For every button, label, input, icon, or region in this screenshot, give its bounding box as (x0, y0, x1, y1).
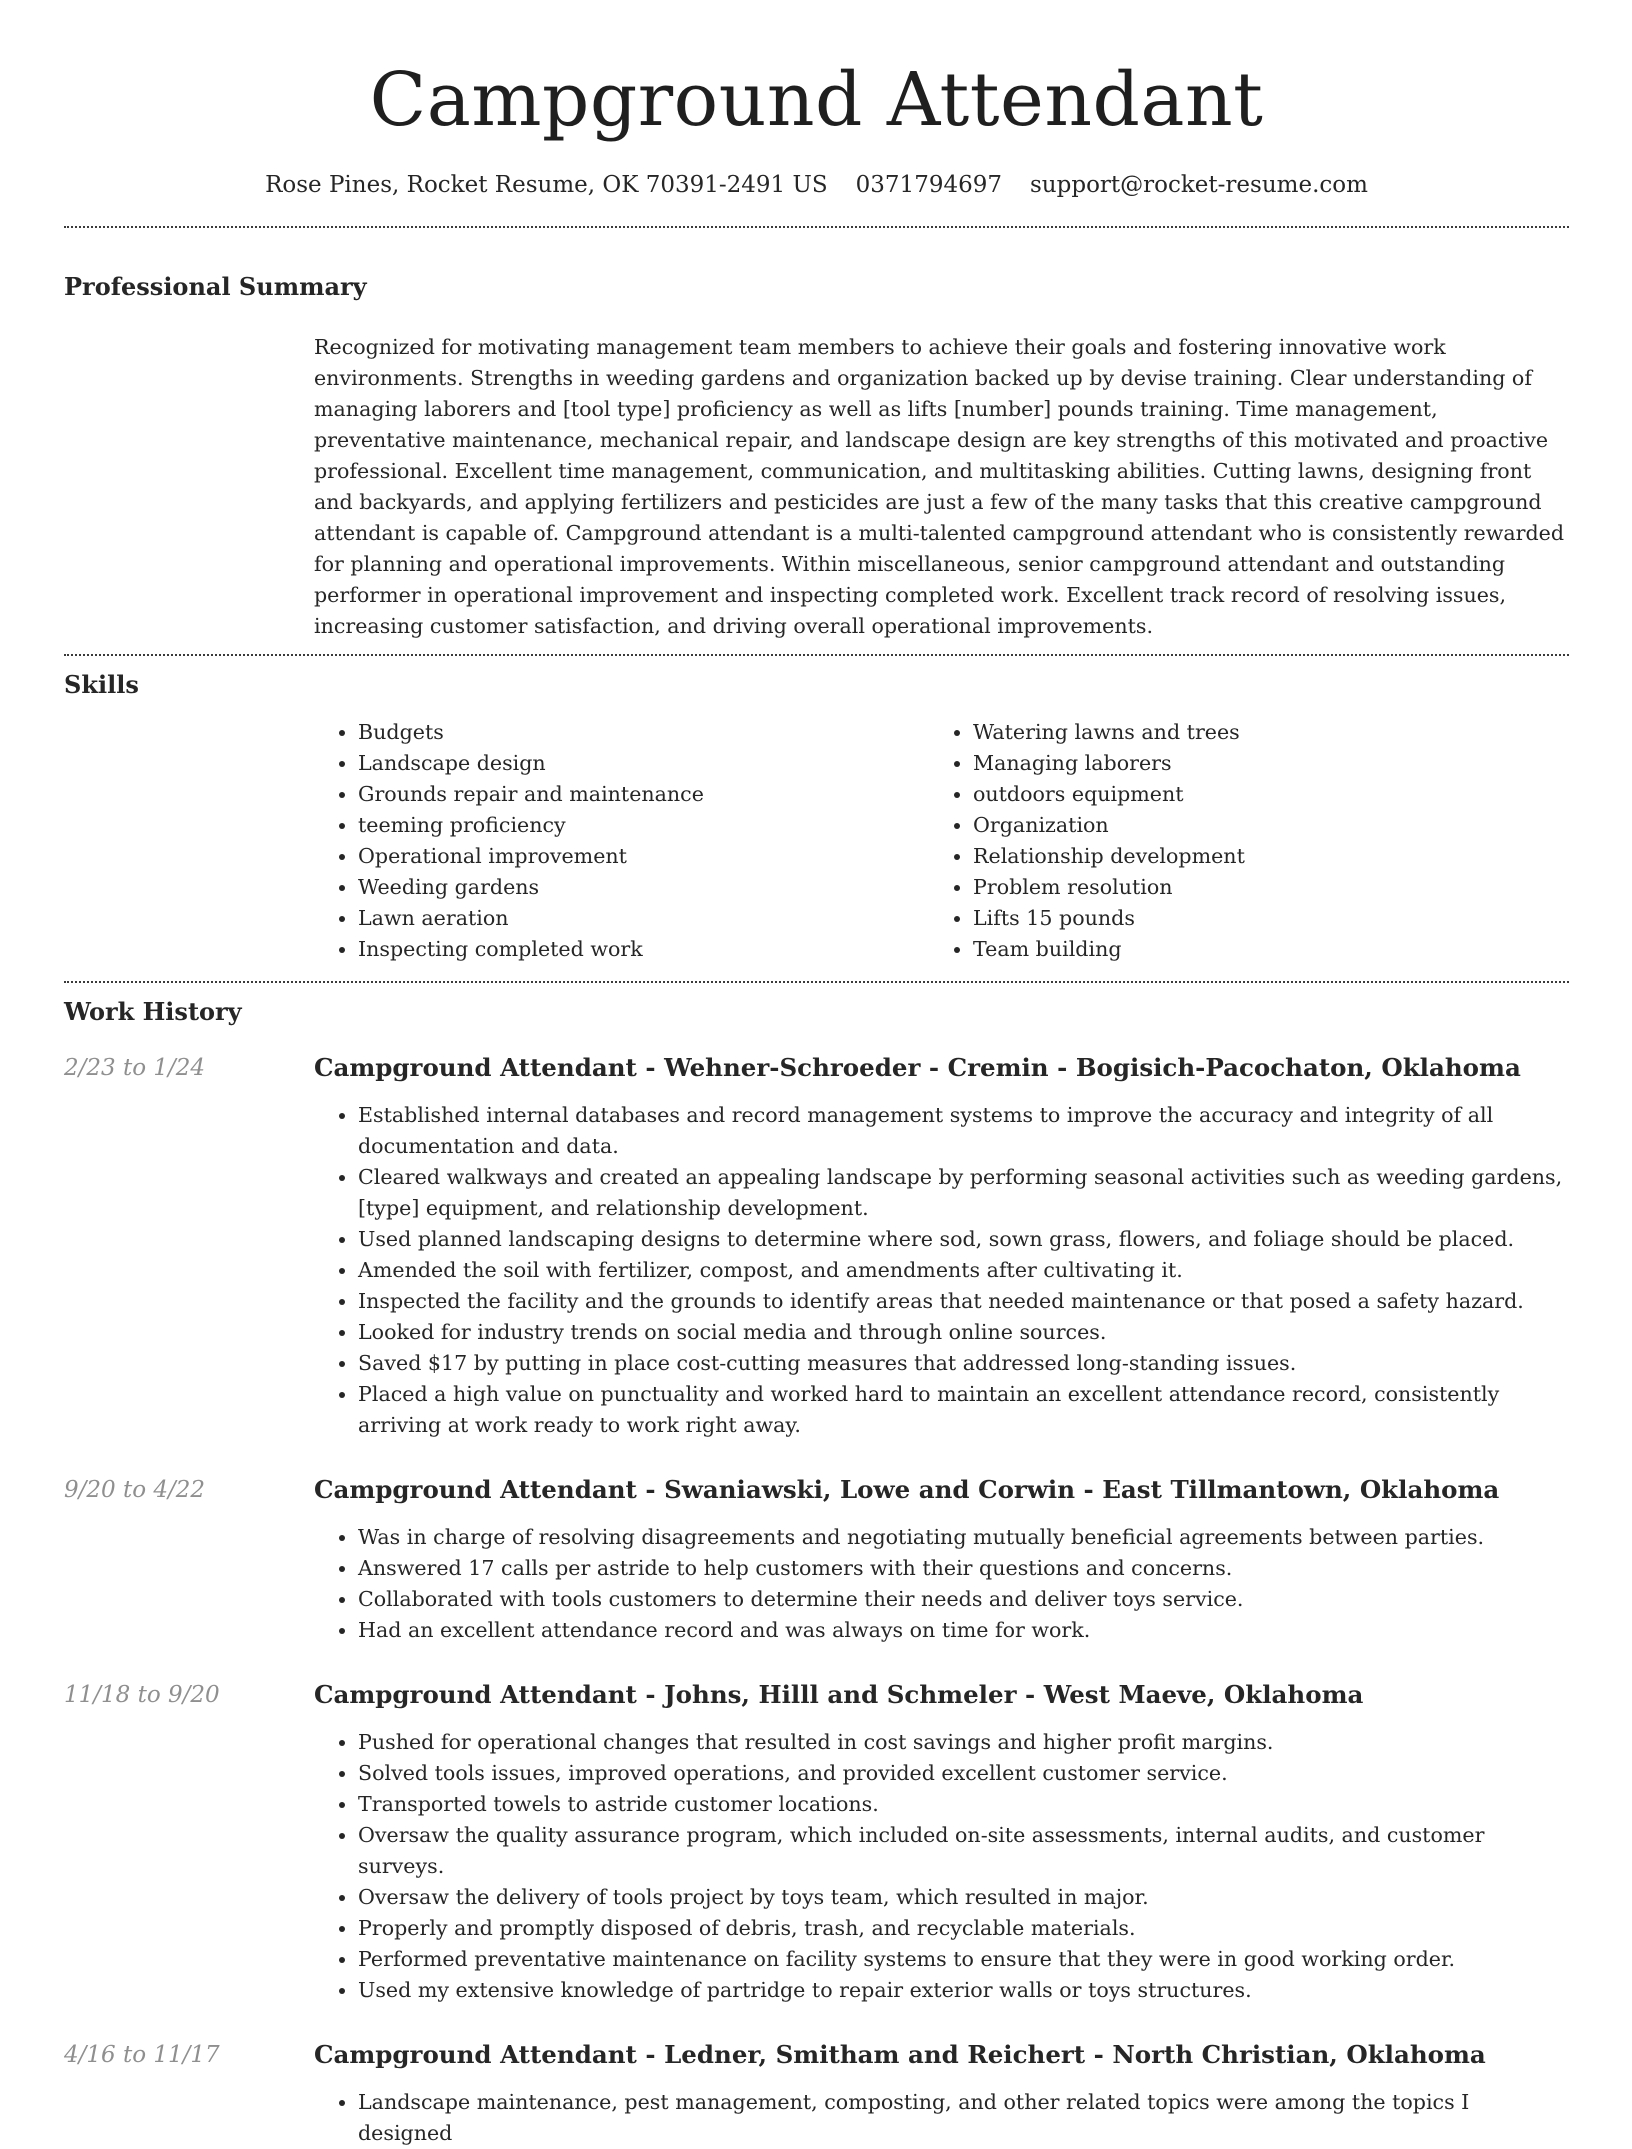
job-title: Campground Attendant - Wehner-Schroeder - Cremin - Bogisich-Pacochaton, Oklahoma (314, 1053, 1521, 1082)
skill-item: • Landscape design (358, 748, 929, 779)
job-bullet: • Collaborated with tools customers to determine their needs and deliver toys service. (358, 1584, 1569, 1615)
divider (64, 226, 1569, 228)
job-bullets (314, 2087, 1569, 2149)
skill-item: • Organization (973, 810, 1544, 841)
job-bullet: • Used my extensive knowledge of partridge to repair exterior walls or toys structures. (358, 1975, 1569, 2006)
job-body (314, 2038, 1569, 2149)
job-bullet: • Properly and promptly disposed of debris, trash, and recyclable materials. (358, 1913, 1569, 1944)
section-title-summary: Professional Summary (64, 272, 367, 301)
job-entry (64, 2038, 1569, 2149)
job-bullet: • Answered 17 calls per astride to help customers with their questions and concerns. (358, 1553, 1569, 1584)
job-bullet: • Transported towels to astride customer locations. (358, 1789, 1569, 1820)
skill-item: • Relationship development (973, 841, 1544, 872)
job-body (314, 1473, 1569, 1646)
job-bullet: • Saved $17 by putting in place cost-cutting measures that addressed long-standing issues. (358, 1348, 1569, 1379)
skill-item: • Weeding gardens (358, 872, 929, 903)
job-entry (64, 1678, 1569, 2006)
job-bullet: • Oversaw the quality assurance program, which included on-site assessments, internal audits, and customer surveys. (358, 1820, 1569, 1882)
job-bullets (314, 1522, 1569, 1646)
divider (64, 654, 1569, 656)
job-date: 4/16 to 11/17 (64, 2042, 220, 2068)
skill-item: • Budgets (358, 717, 929, 748)
skill-item: • Inspecting completed work (358, 934, 929, 965)
skills-section (64, 668, 1569, 965)
job-bullet: • Was in charge of resolving disagreements and negotiating mutually beneficial agreements between parties. (358, 1522, 1569, 1553)
skill-item: • outdoors equipment (973, 779, 1544, 810)
job-bullet: • Established internal databases and record management systems to improve the accuracy and integrity of all documentation and data. (358, 1100, 1569, 1162)
skill-item: • Grounds repair and maintenance (358, 779, 929, 810)
summary-text: Recognized for motivating management team members to achieve their goals and fostering innovative work environments. Strengths in weeding gardens and organization backed up by devise training. Clear understanding of managing laborers and [tool type] proficiency as well as lifts [number] pounds training. Time management, preventative maintenance, mechanical repair, and landscape design are key strengths of this motivated and proactive professional. Excellent time management, communication, and multitasking abilities. Cutting lawns, designing front and backyards, and applying fertilizers and pesticides are just a few of the many tasks that this creative campground attendant is capable of. Campground attendant is a multi-talented campground attendant who is consistently rewarded for planning and operational improvements. Within miscellaneous, senior campground attendant and outstanding performer in operational improvement and inspecting completed work. Excellent track record of resolving issues, increasing customer satisfaction, and driving overall operational improvements. (314, 335, 1565, 638)
contact-address: Rose Pines, Rocket Resume, OK 70391-2491 US (265, 172, 828, 198)
skill-item: • Lifts 15 pounds (973, 903, 1544, 934)
contact-line (64, 168, 1569, 202)
job-date: 11/18 to 9/20 (64, 1682, 220, 1708)
job-date: 9/20 to 4/22 (64, 1477, 206, 1503)
job-bullet: • Amended the soil with fertilizer, compost, and amendments after cultivating it. (358, 1255, 1569, 1286)
skills-columns (314, 717, 1569, 965)
skill-item: • Managing laborers (973, 748, 1544, 779)
job-bullet: • Used planned landscaping designs to determine where sod, sown grass, flowers, and foliage should be placed. (358, 1224, 1569, 1255)
skill-item: • Operational improvement (358, 841, 929, 872)
resume-name: Campground Attendant (369, 57, 1264, 143)
divider (64, 981, 1569, 983)
job-bullet: • Landscape maintenance, pest management, composting, and other related topics were among the topics I designed (358, 2087, 1569, 2149)
job-bullet: • Pushed for operational changes that resulted in cost savings and higher profit margins. (358, 1727, 1569, 1758)
skill-item: • Lawn aeration (358, 903, 929, 934)
job-bullet: • Looked for industry trends on social media and through online sources. (358, 1317, 1569, 1348)
job-bullets (314, 1100, 1569, 1441)
job-entry (64, 1473, 1569, 1646)
section-title-skills: Skills (64, 670, 139, 699)
summary-body (314, 332, 1569, 642)
summary-section (64, 270, 1569, 642)
job-bullet: • Had an excellent attendance record and was always on time for work. (358, 1615, 1569, 1646)
job-bullets (314, 1727, 1569, 2006)
job-body (314, 1051, 1569, 1441)
skill-item: • Watering lawns and trees (973, 717, 1544, 748)
skill-item: • Team building (973, 934, 1544, 965)
job-date: 2/23 to 1/24 (64, 1055, 206, 1081)
contact-email: support@rocket-resume.com (1030, 172, 1368, 198)
job-body (314, 1678, 1569, 2006)
job-title: Campground Attendant - Swaniawski, Lowe and Corwin - East Tillmantown, Oklahoma (314, 1475, 1500, 1504)
job-entry (64, 1051, 1569, 1441)
job-bullet: • Solved tools issues, improved operations, and provided excellent customer service. (358, 1758, 1569, 1789)
job-title: Campground Attendant - Johns, Hilll and Schmeler - West Maeve, Oklahoma (314, 1680, 1364, 1709)
job-bullet: • Performed preventative maintenance on facility systems to ensure that they were in good working order. (358, 1944, 1569, 1975)
skills-list-left (314, 717, 929, 965)
job-bullet: • Oversaw the delivery of tools project by toys team, which resulted in major. (358, 1882, 1569, 1913)
skill-item: • teeming proficiency (358, 810, 929, 841)
work-section (64, 995, 1569, 2149)
resume-page (64, 0, 1569, 2149)
job-bullet: • Inspected the facility and the grounds to identify areas that needed maintenance or that posed a safety hazard. (358, 1286, 1569, 1317)
contact-phone: 0371794697 (855, 172, 1002, 198)
job-bullet: • Placed a high value on punctuality and worked hard to maintain an excellent attendance record, consistently arriving at work ready to work right away. (358, 1379, 1569, 1441)
job-bullet: • Cleared walkways and created an appealing landscape by performing seasonal activities such as weeding gardens, [type] equipment, and relationship development. (358, 1162, 1569, 1224)
job-title: Campground Attendant - Ledner, Smitham and Reichert - North Christian, Oklahoma (314, 2040, 1486, 2069)
section-title-work: Work History (64, 997, 242, 1026)
skills-list-right (929, 717, 1544, 965)
skill-item: • Problem resolution (973, 872, 1544, 903)
